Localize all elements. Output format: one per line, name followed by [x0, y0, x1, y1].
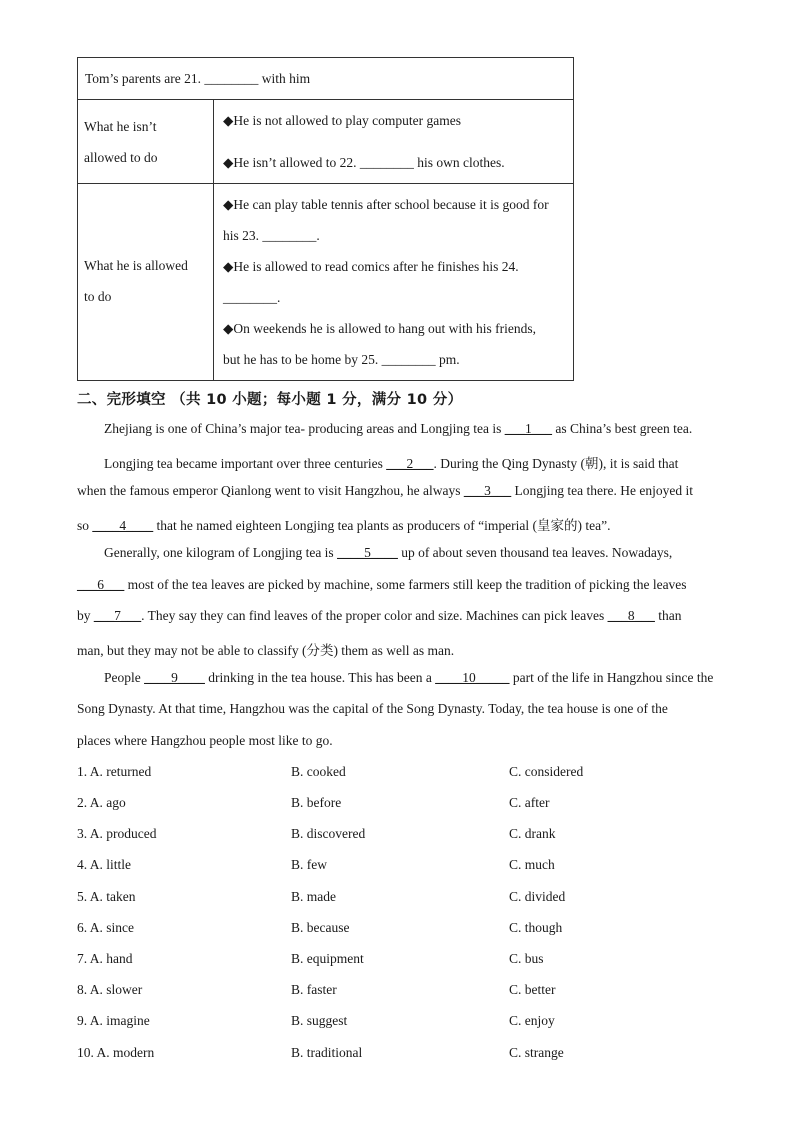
passage-line: by ___7___. They say they can find leaves of the proper color and size. Machines can pick leaves ___8___ than — [77, 608, 682, 623]
passage-line: man, but they may not be able to classify (分类) them as well as man. — [77, 643, 455, 658]
option-c: C. better — [509, 982, 556, 997]
option-c: C. much — [509, 857, 555, 872]
not-allowed-label-line2: allowed to do — [84, 150, 158, 165]
section-heading: 二、完形填空 （共 10 小题；每小题 1 分，满分 10 分） — [77, 392, 463, 408]
passage-line: Generally, one kilogram of Longjing tea is ____5____ up of about seven thousand tea leaves. Nowadays, — [104, 545, 673, 560]
option-b: B. faster — [291, 982, 337, 997]
blank-10: ____10_____ — [435, 670, 510, 685]
allowed-line: but he has to be home by 25. ________ pm. — [223, 352, 460, 367]
allowed-content-cell — [215, 184, 573, 380]
option-c: C. enjoy — [509, 1013, 555, 1028]
option-b: B. equipment — [291, 951, 364, 966]
option-a: 6. A. since — [77, 920, 134, 935]
blank-9: ____9____ — [144, 670, 205, 685]
not-allowed-item: ◆He isn’t allowed to 22. ________ his own clothes. — [223, 155, 505, 170]
option-a: 3. A. produced — [77, 826, 157, 841]
option-b: B. cooked — [291, 764, 346, 779]
passage-line: ___6___ most of the tea leaves are picked by machine, some farmers still keep the tradition of picking the leaves — [77, 577, 687, 592]
option-b: B. discovered — [291, 826, 366, 841]
option-b: B. suggest — [291, 1013, 348, 1028]
option-a: 7. A. hand — [77, 951, 133, 966]
allowed-line: ◆He is allowed to read comics after he finishes his 24. — [223, 259, 519, 274]
passage-line: Zhejiang is one of China’s major tea- producing areas and Longjing tea is ___1___ as China’s best green tea. — [104, 421, 693, 436]
blank-5: ____5____ — [337, 545, 398, 560]
option-b: B. before — [291, 795, 342, 810]
passage-line: People ____9____ drinking in the tea house. This has been a ____10_____ part of the life in Hangzhou since the — [104, 670, 714, 685]
option-c: C. bus — [509, 951, 544, 966]
option-a: 2. A. ago — [77, 795, 126, 810]
option-a: 8. A. slower — [77, 982, 143, 997]
option-a: 5. A. taken — [77, 889, 136, 904]
allowed-line: ◆He can play table tennis after school because it is good for — [223, 197, 549, 212]
option-a: 9. A. imagine — [77, 1013, 150, 1028]
option-c: C. divided — [509, 889, 566, 904]
not-allowed-label-cell — [78, 100, 214, 183]
table-row1-text: Tom’s parents are 21. ________ with him — [85, 71, 311, 86]
option-a: 1. A. returned — [77, 764, 152, 779]
allowed-label-line2: to do — [84, 289, 112, 304]
option-b: B. few — [291, 857, 327, 872]
allowed-label-line1: What he is allowed — [84, 258, 188, 273]
option-b: B. because — [291, 920, 350, 935]
allowed-line: ◆On weekends he is allowed to hang out with his friends, — [223, 321, 536, 336]
option-c: C. after — [509, 795, 550, 810]
blank-8: ___8___ — [607, 608, 655, 623]
allowed-line: his 23. ________. — [223, 228, 320, 243]
option-b: B. made — [291, 889, 336, 904]
allowed-line: ________. — [223, 290, 281, 305]
passage-line: so ____4____ that he named eighteen Longjing tea plants as producers of “imperial (皇家的) tea”. — [77, 518, 611, 533]
table-row — [78, 58, 573, 100]
table-row-not-allowed — [78, 100, 573, 184]
not-allowed-item: ◆He is not allowed to play computer games — [223, 113, 461, 128]
not-allowed-label-line1: What he isn’t — [84, 119, 157, 134]
option-c: C. though — [509, 920, 563, 935]
option-b: B. traditional — [291, 1045, 363, 1060]
option-c: C. considered — [509, 764, 584, 779]
blank-1: ___1___ — [504, 421, 553, 436]
blank-7: ___7___ — [93, 608, 142, 623]
blank-2: ___2___ — [386, 456, 434, 471]
passage-line: Song Dynasty. At that time, Hangzhou was the capital of the Song Dynasty. Today, the tea house is one of the — [77, 701, 668, 716]
option-a: 10. A. modern — [77, 1045, 155, 1060]
blank-3: ___3___ — [463, 483, 512, 498]
table-row-allowed — [78, 184, 573, 380]
allowed-label-cell — [78, 184, 214, 380]
blank-4: ____4____ — [92, 518, 154, 533]
blank-6: ___6___ — [77, 577, 125, 592]
option-c: C. strange — [509, 1045, 564, 1060]
passage-line: Longjing tea became important over three centuries ___2___. During the Qing Dynasty (朝), it is said that — [104, 456, 679, 471]
info-table — [77, 57, 574, 381]
passage-line: when the famous emperor Qianlong went to visit Hangzhou, he always ___3___ Longjing tea there. He enjoyed it — [77, 483, 693, 498]
option-a: 4. A. little — [77, 857, 131, 872]
not-allowed-content-cell — [215, 100, 573, 183]
passage-line: places where Hangzhou people most like to go. — [77, 733, 333, 748]
option-c: C. drank — [509, 826, 556, 841]
